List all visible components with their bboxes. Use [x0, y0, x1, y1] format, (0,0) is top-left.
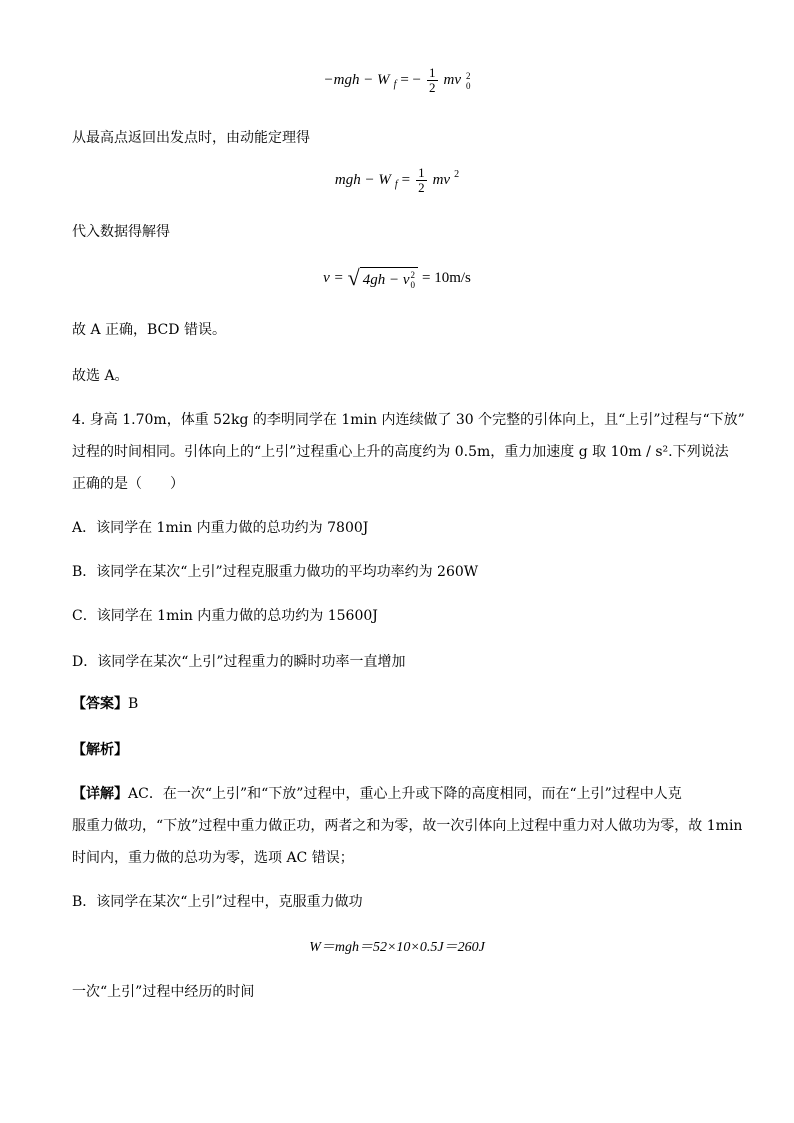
detail-tag: 【详解】: [72, 786, 128, 802]
answer-line: [72, 694, 138, 714]
paragraph: 故选 A。: [72, 368, 129, 384]
paragraph: 故 A 正确，BCD 错误。: [72, 322, 226, 338]
equation-speed: v = √ 4gh − v 2 0 = 10m/s: [323, 265, 471, 290]
option-c: C．该同学在 1min 内重力做的总功约为 15600J: [72, 608, 378, 624]
equation-work-energy-down: mgh − W f = $\frac{1}{2}$ mv 2: [334, 165, 460, 195]
equation-work-energy-up: −mgh − W f = − $\frac{1}{2}$ mv 2 0: [323, 65, 471, 95]
analysis-tag: 【解析】: [72, 742, 128, 758]
question-line: 正确的是（ ）: [72, 476, 184, 492]
paragraph: B．该同学在某次“上引”过程中，克服重力做功: [72, 894, 363, 910]
answer-tag: 【答案】: [72, 696, 128, 712]
option-b: B．该同学在某次“上引”过程克服重力做功的平均功率约为 260W: [72, 564, 479, 580]
fraction: $\frac{1}{2}$: [418, 165, 425, 195]
answer-value: B: [128, 696, 139, 712]
detail-line: 服重力做功，“下放”过程中重力做正功，两者之和为零，故一次引体向上过程中重力对人做功为零，故 1min: [72, 818, 743, 834]
paragraph: 从最高点返回出发点时，由动能定理得: [72, 130, 310, 146]
option-d: D．该同学在某次“上引”过程重力的瞬时功率一直增加: [72, 654, 406, 670]
option-a: A．该同学在 1min 内重力做的总功约为 7800J: [72, 520, 369, 536]
paragraph: 一次“上引”过程中经历的时间: [72, 984, 255, 1000]
paragraph: 代入数据得解得: [72, 224, 170, 240]
equation-work: W＝mgh＝52×10×0.5J＝260J: [309, 940, 485, 955]
fraction: $\frac{1}{2}$: [429, 65, 436, 95]
question-line: 过程的时间相同。引体向上的“上引”过程重心上升的高度约为 0.5m，重力加速度 g 取 10m / s².下列说法: [72, 444, 729, 460]
detail-line: 时间内，重力做的总功为零，选项 AC 错误；: [72, 850, 354, 866]
question-line: 4. 身高 1.70m，体重 52kg 的李明同学在 1min 内连续做了 30 个完整的引体向上，且“上引”过程与“下放”: [72, 412, 745, 428]
detail-line: 【详解】AC．在一次“上引”和“下放”过程中，重心上升或下降的高度相同，而在“上引”过程中人克: [72, 786, 682, 802]
square-root: √ 4gh − v 2 0: [348, 266, 418, 290]
